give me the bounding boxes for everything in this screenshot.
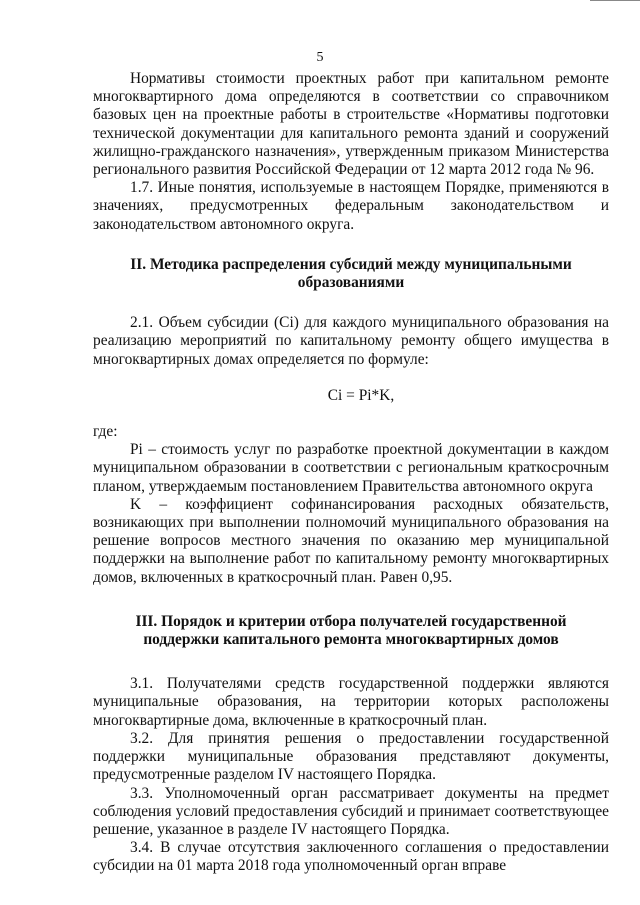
- paragraph-3-3: 3.3. Уполномоченный орган рассматривает документы на предмет соблюдения условий предоставления субсидий и принимает соответствующее решение, указанное в разделе IV настоящего Порядка.: [93, 784, 609, 838]
- paragraph-3-4: 3.4. В случае отсутствия заключенного соглашения о предоставлении субсидии на 01 марта 2018 года уполномоченный орган вправе: [93, 839, 609, 875]
- paragraph-norms: Нормативы стоимости проектных работ при капитальном ремонте многоквартирного дома определяются в соответствии со справочником базовых цен на проектные работы в строительстве «Нормативы подготовки технической документации для капитального ремонта зданий и сооружений жилищно-гражданского назначения», утвержденным приказом Министерства регионального развития Российской Федерации от 12 марта 2012 года № 96.: [93, 70, 609, 179]
- page-number: 5: [316, 50, 324, 65]
- formula: Ci = Pi*K,: [327, 386, 395, 404]
- section-2-heading: II. Методика распределения субсидий между муниципальными образованиями: [130, 255, 572, 292]
- paragraph-3-1: 3.1. Получателями средств государственной поддержки являются муниципальные образования, на территории которых расположены многоквартирные дома, включенные в краткосрочный план.: [93, 675, 609, 729]
- definition-pi: Pi – стоимость услуг по разработке проектной документации в каждом муниципальном образовании в соответствии с региональным краткосрочным планом, утверждаемым постановлением Правительства автономного округа: [93, 441, 609, 495]
- paragraph-2-1: 2.1. Объем субсидии (Ci) для каждого муниципального образования на реализацию мероприятий по капитальному ремонту общего имущества в многоквартирных домах определяется по формуле:: [93, 314, 609, 368]
- section-3-heading: III. Порядок и критерии отбора получателей государственной поддержки капитального ремонта многоквартирных домов: [135, 612, 567, 649]
- paragraph-1-7: 1.7. Иные понятия, используемые в настоящем Порядке, применяются в значениях, предусмотренных федеральным законодательством и законодательством автономного округа.: [93, 179, 609, 233]
- page-edge-mark: [590, 0, 640, 5]
- where-label: где:: [93, 423, 118, 441]
- paragraph-3-2: 3.2. Для принятия решения о предоставлении государственной поддержки муниципальные образования представляют документы, предусмотренные разделом IV настоящего Порядка.: [93, 729, 609, 784]
- definition-k: K – коэффициент софинансирования расходных обязательств, возникающих при выполнении полномочий муниципального образования на решение вопросов местного значения по оказанию мер муниципальной поддержки на выполнение работ по капитальному ремонту многоквартирных домов, включенных в краткосрочный план. Равен 0,95.: [93, 495, 609, 586]
- document-body: [93, 70, 609, 876]
